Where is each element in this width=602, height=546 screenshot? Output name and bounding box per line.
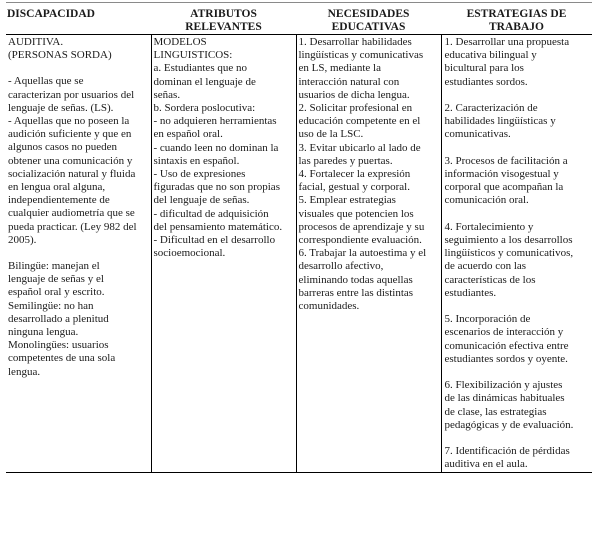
text-line: las paredes y puertas. <box>298 154 393 167</box>
header-necesidades <box>296 6 441 35</box>
text-line: Monolingües: usuarios <box>8 339 109 352</box>
text-line: 1. Desarrollar habilidades <box>298 36 412 48</box>
text-line: bicultural para los <box>444 62 524 75</box>
text-line: lenguaje de señas y el <box>8 273 104 286</box>
header-necesidades-line: EDUCATIVAS <box>331 20 406 33</box>
text-line: comunicación efectiva entre <box>444 339 569 352</box>
text-line: estudiantes. <box>444 286 497 299</box>
text-line: uso de la LSC. <box>298 128 364 141</box>
text-line: en lengua oral alguna, <box>8 181 106 194</box>
text-line: 2. Solicitar profesional en <box>298 102 413 115</box>
text-line: señas. <box>153 88 181 101</box>
text-line: AUDITIVA. <box>8 36 64 48</box>
text-line: LINGUISTICOS: <box>153 49 233 62</box>
text-line: independientemente de <box>8 194 110 207</box>
text-line: estudiantes sordos y oyente. <box>444 352 568 365</box>
text-line: eliminando todas aquellas <box>298 273 413 286</box>
text-line: lengua. <box>8 365 41 378</box>
strategy-item <box>445 313 590 366</box>
header-discapacidad: DISCAPACIDAD <box>7 8 95 20</box>
text-line: procesos de aprendizaje y su <box>298 220 425 233</box>
text-line: educación competente en el <box>298 115 421 128</box>
text-line: barreras entre las distintas <box>298 286 414 299</box>
text-line: 2. Caracterización de <box>444 102 538 114</box>
strategies-table <box>6 6 592 473</box>
text-line: en español oral. <box>153 128 223 141</box>
header-atributos <box>151 6 296 35</box>
text-line: visuales que potencien los <box>298 207 414 220</box>
discapacidad-cell <box>6 35 151 473</box>
text-line: interacción natural con <box>298 75 400 88</box>
text-line: MODELOS <box>153 36 207 48</box>
strategy-item <box>445 102 590 142</box>
text-line: de clase, las estrategias <box>444 405 547 418</box>
text-line: educativa bilingual y <box>444 49 537 62</box>
atributos-cell <box>151 35 296 473</box>
text-line: 1. Desarrollar una propuesta <box>444 36 570 48</box>
text-line: escenarios de interacción y <box>444 326 564 339</box>
text-line: competentes de una sola <box>8 352 116 365</box>
text-line: auditiva en el aula. <box>444 458 528 471</box>
text-line: obtener una comunicación y <box>8 154 133 167</box>
text-line: audición suficiente y que en <box>8 128 132 141</box>
text-line: 6. Trabajar la autoestima y el <box>298 247 427 260</box>
text-line: Semilingüe: no han <box>8 299 94 312</box>
text-line: lingüísticos y comunicativos, <box>444 247 574 260</box>
text-line: dominan el lenguaje de <box>153 75 256 88</box>
text-line: - no adquieren herramientas <box>153 115 277 128</box>
text-line: del lenguaje de señas. <box>153 194 250 207</box>
text-line: características de los <box>444 273 536 286</box>
strategy-item <box>445 221 590 300</box>
text-line: pueda practicar. (Ley 982 del <box>8 220 137 233</box>
text-line: b. Sordera poslocutiva: <box>153 102 256 115</box>
text-line: de acuerdo con las <box>444 260 527 273</box>
estrategias-cell <box>441 35 592 473</box>
text-line: 7. Identificación de pérdidas <box>444 445 570 458</box>
text-line: en LS, mediante la <box>298 62 381 75</box>
text-line: lingüísticas y comunicativas <box>298 49 424 62</box>
text-line: 4. Fortalecer la expresión <box>298 168 411 181</box>
text-line: del pensamiento matemático. <box>153 220 283 233</box>
text-line: Bilingüe: manejan el <box>8 260 100 273</box>
text-line: habilidades lingüísticas y <box>444 115 556 128</box>
text-line: comunicación oral. <box>444 194 529 207</box>
text-line: figuradas que no son propias <box>153 181 280 194</box>
text-line: - Dificultad en el desarrollo <box>153 234 276 247</box>
discapacidad-type <box>8 36 148 62</box>
text-line: - Aquellas que no poseen la <box>8 115 130 128</box>
text-line: lenguaje de señas. (LS). <box>8 101 114 114</box>
text-line: 4. Fortalecimiento y <box>444 220 534 233</box>
text-line: cualquier audiometría que se <box>8 207 135 220</box>
table-row <box>6 35 592 473</box>
text-line: español oral y escrito. <box>8 286 105 299</box>
text-line: comunidades. <box>298 300 360 313</box>
text-line: - dificultad de adquisición <box>153 207 269 220</box>
text-line: estudiantes sordos. <box>444 75 528 88</box>
text-line: 2005). <box>8 233 37 246</box>
strategy-item <box>445 445 590 471</box>
strategy-item <box>445 379 590 432</box>
text-line: de las dinámicas habituales <box>444 392 565 405</box>
header-necesidades-line: NECESIDADES <box>327 8 410 20</box>
top-rule <box>6 2 592 3</box>
header-estrategias-line: ESTRATEGIAS DE <box>466 8 567 20</box>
text-line: información visogestual y <box>444 168 559 180</box>
text-line: ninguna lengua. <box>8 326 79 339</box>
text-line: desarrollo afectivo, <box>298 260 384 273</box>
text-line: 3. Procesos de facilitación a <box>444 154 568 167</box>
text-line: 5. Incorporación de <box>444 313 531 326</box>
discapacidad-language-types <box>8 260 148 379</box>
text-line: correspondiente evaluación. <box>298 234 422 247</box>
text-line: caracterizan por usuarios del <box>8 88 135 101</box>
necesidades-cell <box>296 35 441 473</box>
text-line: algunos casos no pueden <box>8 141 118 154</box>
header-estrategias <box>441 6 592 35</box>
text-line: 6. Flexibilización y ajustes <box>444 379 563 392</box>
discapacidad-description <box>8 75 148 247</box>
strategy-item <box>445 36 590 89</box>
text-line: usuarios de dicha lengua. <box>298 88 410 101</box>
text-line: socioemocional. <box>153 247 226 260</box>
text-line: pedagógicas y de evaluación. <box>444 418 574 431</box>
strategy-item <box>445 155 590 208</box>
text-line: facial, gestual y corporal. <box>298 181 410 194</box>
text-line: seguimiento a los desarrollos <box>444 234 573 246</box>
header-atributos-line: RELEVANTES <box>185 20 262 33</box>
text-line: - cuando leen no dominan la <box>153 141 279 154</box>
text-line: desarrollado a plenitud <box>8 312 109 325</box>
text-line: 3. Evitar ubicarlo al lado de <box>298 141 421 154</box>
text-line: a. Estudiantes que no <box>153 62 247 75</box>
text-line: - Uso de expresiones <box>153 168 246 181</box>
text-line: sintaxis en español. <box>153 154 240 167</box>
text-line: (PERSONAS SORDA) <box>8 49 112 62</box>
text-line: socialización natural y fluida <box>8 167 136 180</box>
header-row <box>6 6 592 35</box>
text-line: comunicativas. <box>444 128 511 141</box>
header-atributos-line: ATRIBUTOS <box>190 8 257 20</box>
text-line: 5. Emplear estrategias <box>298 194 396 207</box>
text-line: corporal que acompañan la <box>444 181 564 194</box>
text-line: - Aquellas que se <box>8 75 84 88</box>
header-estrategias-line: TRABAJO <box>489 20 544 33</box>
